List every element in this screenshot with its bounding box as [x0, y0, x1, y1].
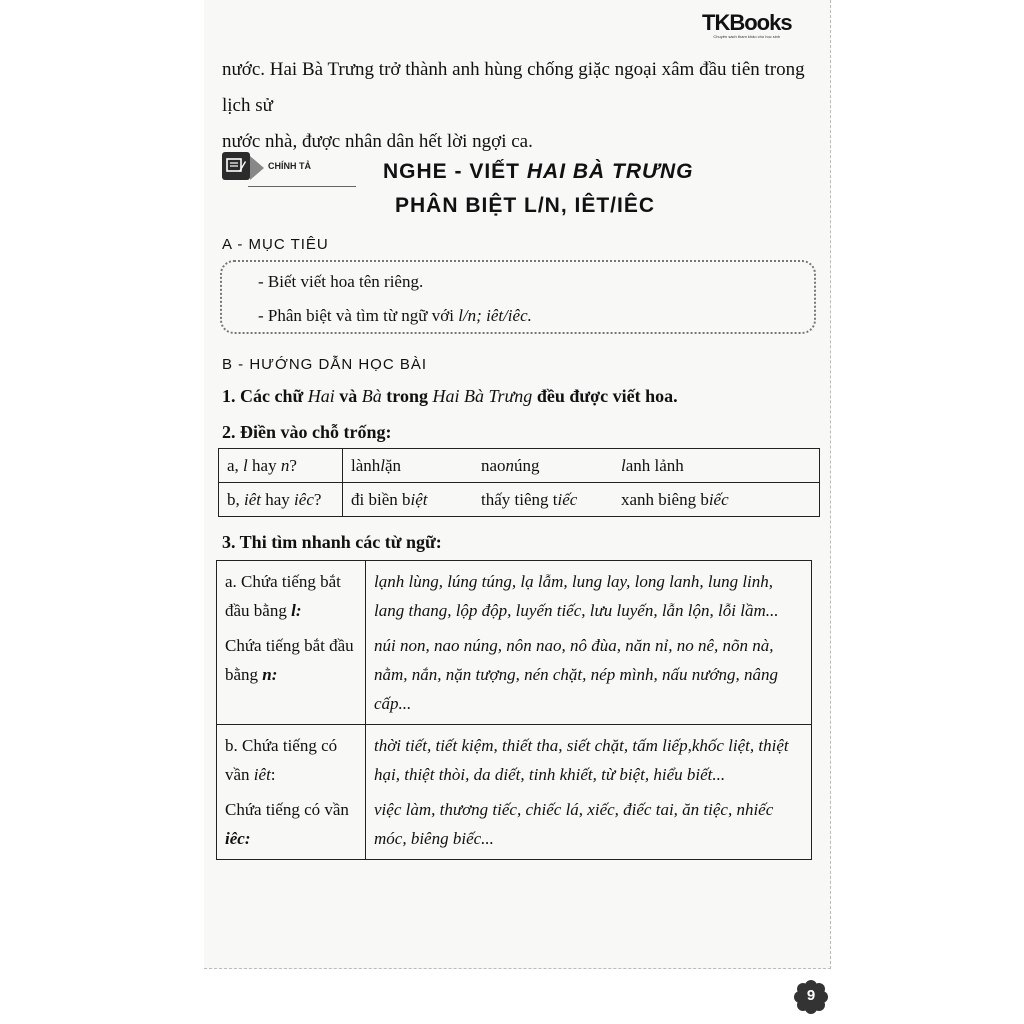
goal-2-text: - Phân biệt và tìm từ ngữ với — [258, 306, 459, 325]
word-text: thấy tiêng t — [481, 489, 558, 509]
page-number: 9 — [806, 987, 816, 1004]
lesson-subtitle: PHÂN BIỆT L/N, IÊT/IÊC — [395, 194, 656, 217]
row-label — [219, 449, 343, 483]
word-text: đi biền b — [351, 489, 411, 509]
word-filled: l — [380, 455, 386, 475]
fill-blank-table — [218, 448, 820, 517]
answer-text: việc làm, thương tiếc, chiếc lá, xiếc, điếc tai, ăn tiệc, nhiếc móc, biêng biếc... — [374, 800, 774, 848]
question-1 — [222, 386, 678, 407]
label-italic: iêc: — [225, 829, 251, 848]
badge-label: CHÍNH TẢ — [268, 161, 311, 171]
row-words — [343, 483, 820, 517]
word-text: nao — [481, 455, 506, 475]
word — [351, 456, 481, 476]
badge-chevron — [250, 156, 264, 180]
table-row — [219, 483, 820, 517]
answer-cell — [366, 725, 812, 860]
q1-part: 1. Các chữ — [222, 386, 308, 406]
section-b-heading: B - HƯỚNG DẪN HỌC BÀI — [222, 356, 428, 373]
label-text: : — [270, 765, 276, 784]
word-text: anh lảnh — [625, 455, 684, 475]
label-italic: l: — [291, 601, 302, 620]
label-italic: l — [243, 455, 248, 475]
label-text: hay — [247, 455, 281, 475]
label-text: hay — [261, 489, 295, 509]
category-label — [225, 795, 357, 853]
word-text: ặn — [385, 455, 402, 475]
section-badge — [222, 152, 340, 188]
category-label — [225, 731, 357, 789]
category-cell — [217, 561, 366, 725]
brand-logo — [702, 10, 792, 39]
word-text: xanh biêng b — [621, 489, 709, 509]
label-italic: n: — [262, 665, 278, 684]
intro-paragraph — [222, 52, 822, 160]
word-text: úng — [514, 455, 540, 475]
label-text: b, — [227, 489, 244, 509]
label-italic: iêt — [253, 765, 271, 784]
question-3-heading: 3. Thi tìm nhanh các từ ngữ: — [222, 532, 442, 552]
word — [481, 490, 621, 510]
word-search-table — [216, 560, 812, 860]
word — [351, 490, 481, 510]
lesson-title — [383, 160, 694, 184]
goals-box — [220, 260, 816, 334]
lesson-title-italic: HAI BÀ TRƯNG — [526, 160, 694, 183]
label-text: ? — [289, 455, 297, 475]
brand-name: TKBooks — [702, 10, 792, 35]
label-text: a. Chứa tiếng bắt đầu bằng — [225, 572, 341, 620]
label-text: ? — [313, 489, 322, 509]
brand-tagline: Chuyên sách tham khảo cho học sinh — [713, 34, 781, 39]
label-italic: iêt — [244, 489, 261, 509]
goal-1: - Biết viết hoa tên riêng. — [258, 272, 424, 291]
pencil-icon — [222, 152, 250, 180]
category-label — [225, 567, 357, 625]
word-text: lành — [351, 455, 381, 475]
label-text: a, — [227, 455, 244, 475]
q1-italic: Hai — [307, 386, 335, 406]
row-label — [219, 483, 343, 517]
label-italic: iêc — [294, 489, 314, 509]
word-filled: iếc — [708, 489, 729, 509]
word-filled: iếc — [557, 489, 578, 509]
category-label — [225, 631, 357, 689]
answer-text: thời tiết, tiết kiệm, thiết tha, siết chặt, tấm liếp,khốc liệt, thiệt hại, thiệt thòi, da diết, tinh khiết, từ biệt, hiểu biết... — [374, 736, 789, 784]
category-cell — [217, 725, 366, 860]
q1-part: đều được viết hoa. — [532, 386, 678, 406]
answer-text: lạnh lùng, lúng túng, lạ lẫm, lung lay, long lanh, lung linh, lang thang, lộp độp, luyến tiếc, lưu luyến, lẫn lộn, lỗi lầm... — [374, 572, 779, 620]
goal-2 — [258, 306, 532, 326]
q1-italic: Hai Bà Trưng — [432, 386, 533, 406]
question-2-heading: 2. Điền vào chỗ trống: — [222, 422, 392, 442]
badge-underline — [248, 186, 356, 187]
table-row — [217, 561, 812, 725]
word — [621, 456, 684, 476]
table-row — [219, 449, 820, 483]
label-text: Chứa tiếng bắt đầu bằng — [225, 636, 354, 684]
page-number-badge — [794, 980, 828, 1014]
q1-part: trong — [381, 386, 433, 406]
goal-2-italic: l/n; iêt/iêc. — [458, 306, 532, 325]
label-text: Chứa tiếng có vần — [225, 800, 349, 819]
q1-part: và — [334, 386, 362, 406]
word — [481, 456, 621, 476]
label-text: b. Chứa tiếng có vần — [225, 736, 338, 784]
word — [621, 490, 729, 510]
intro-line-1: nước. Hai Bà Trưng trở thành anh hùng chống giặc ngoại xâm đầu tiên trong lịch sử — [222, 59, 805, 116]
table-row — [217, 725, 812, 860]
word-filled: iệt — [410, 489, 428, 509]
section-a-heading: A - MỤC TIÊU — [222, 236, 329, 253]
row-words — [343, 449, 820, 483]
answer-text: núi non, nao núng, nôn nao, nô đùa, năn nỉ, no nê, nõn nà, nằm, nắn, nặn tượng, nén chặt, nép mình, nấu nướng, nâng cấp... — [374, 636, 779, 713]
answer-cell — [366, 561, 812, 725]
intro-line-2: nước nhà, được nhân dân hết lời ngợi ca. — [222, 131, 533, 152]
label-italic: n — [280, 455, 290, 475]
q1-italic: Bà — [361, 386, 382, 406]
word-filled: n — [505, 455, 515, 475]
lesson-title-prefix: NGHE - VIẾT — [383, 160, 527, 183]
word-filled: l — [621, 455, 626, 475]
